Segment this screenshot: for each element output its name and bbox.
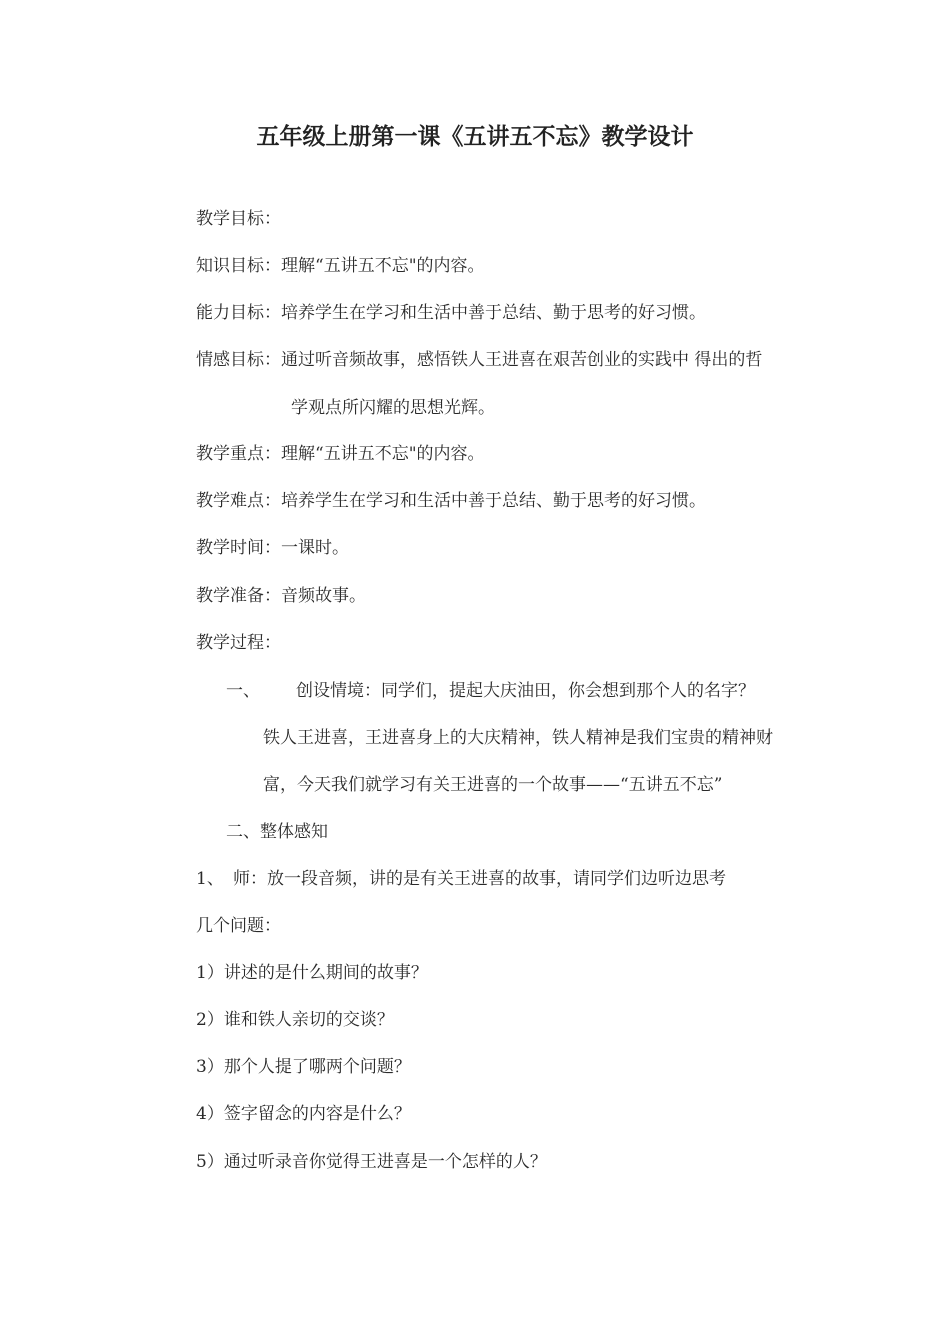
key-point-label: 教学重点： [196,444,281,464]
knowledge-goal [196,254,485,278]
teaching-time-label: 教学时间： [196,538,281,558]
ability-goal-text: 培养学生在学习和生活中善于总结、勤于思考的好习惯。 [281,303,706,323]
step2-heading: 二、整体感知 [226,822,328,842]
preparation [196,584,366,608]
difficult-point [196,489,706,513]
question-5: 5）通过听录音你觉得王进喜是一个怎样的人？ [196,1152,547,1172]
ability-goal [196,301,706,325]
emotion-goal-text-line2: 学观点所闪耀的思想光辉。 [291,398,495,418]
question-1: 1）讲述的是什么期间的故事？ [196,963,428,983]
item1-text: 师：放一段音频，讲的是有关王进喜的故事，请同学们边听边思考 [233,869,726,889]
process-heading: 教学过程： [196,633,281,653]
teaching-time [196,536,349,560]
item1-marker: 1、 [196,869,224,889]
key-point-text: 理解“五讲五不忘"的内容。 [281,444,485,464]
step1-line3: 富，今天我们就学习有关王进喜的一个故事——“五讲五不忘” [263,775,723,795]
step1-line1: 创设情境：同学们，提起大庆油田，你会想到那个人的名字？ [296,681,755,701]
step1-line2: 铁人王进喜，王进喜身上的大庆精神，铁人精神是我们宝贵的精神财 [263,728,773,748]
knowledge-goal-text: 理解“五讲五不忘"的内容。 [281,256,485,276]
teaching-time-text: 一课时。 [281,538,349,558]
key-point [196,442,485,466]
preparation-text: 音频故事。 [281,586,366,606]
knowledge-goal-label: 知识目标： [196,256,281,276]
emotion-goal-text-line1: 通过听音频故事，感悟铁人王进喜在艰苦创业的实践中 得出的哲 [281,350,763,370]
ability-goal-label: 能力目标： [196,303,281,323]
step1-marker: 一、 [226,681,260,701]
question-2: 2）谁和铁人亲切的交谈？ [196,1010,394,1030]
document-title: 五年级上册第一课《五讲五不忘》教学设计 [256,124,694,150]
emotion-goal [196,348,762,372]
item1-continuation: 几个问题： [196,916,281,936]
question-3: 3）那个人提了哪两个问题？ [196,1057,411,1077]
preparation-label: 教学准备： [196,586,281,606]
objectives-heading: 教学目标： [196,209,281,229]
difficult-point-text: 培养学生在学习和生活中善于总结、勤于思考的好习惯。 [281,491,706,511]
emotion-goal-label: 情感目标： [196,350,281,370]
question-4: 4）签字留念的内容是什么？ [196,1104,411,1124]
difficult-point-label: 教学难点： [196,491,281,511]
